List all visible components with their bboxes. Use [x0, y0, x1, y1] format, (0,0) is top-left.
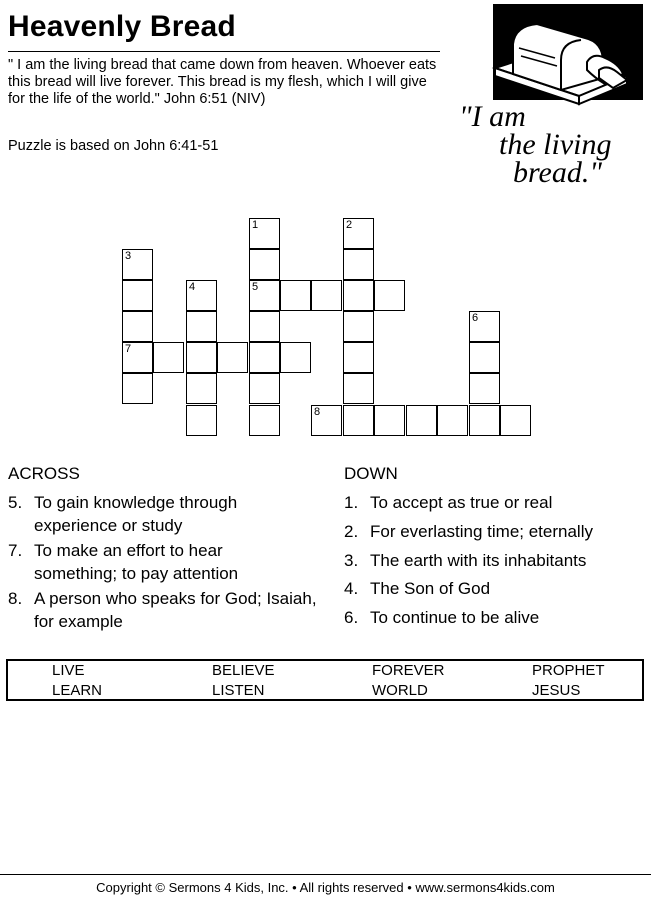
puzzle-basis: Puzzle is based on John 6:41-51 [8, 138, 219, 154]
word-bank-item: PROPHET [532, 662, 605, 679]
across-clue-7: 7. To make an effort to hear something; to pay attention [8, 541, 239, 583]
down-clue-3: 3. The earth with its inhabitants [344, 551, 587, 570]
down-heading: DOWN [344, 464, 398, 483]
crossword-cell[interactable] [217, 342, 248, 373]
crossword-cell[interactable] [249, 342, 280, 373]
clue-number-6: 6 [472, 312, 479, 324]
crossword-cell[interactable] [469, 373, 500, 404]
living-bread-logo [455, 4, 647, 190]
crossword-cell[interactable] [343, 373, 374, 404]
crossword-cell[interactable] [122, 373, 153, 404]
word-bank-item: JESUS [532, 682, 581, 699]
logo-text-line2: the living [499, 128, 612, 161]
down-clue-1: 1. To accept as true or real [344, 493, 553, 512]
crossword-cell[interactable] [249, 249, 280, 280]
word-bank-item: WORLD [372, 682, 428, 699]
page-title: Heavenly Bread [8, 10, 236, 43]
crossword-cell[interactable] [249, 405, 280, 436]
clue-number-1: 1 [252, 219, 259, 231]
crossword-cell[interactable] [122, 342, 153, 373]
crossword-cell[interactable] [153, 342, 184, 373]
crossword-cell[interactable] [343, 342, 374, 373]
copyright-footer: Copyright © Sermons 4 Kids, Inc. • All rights reserved • www.sermons4kids.com [96, 880, 555, 895]
crossword-cell[interactable] [186, 342, 217, 373]
word-bank-item: LEARN [52, 682, 103, 699]
title-divider [8, 51, 440, 52]
word-bank-item: LIVE [52, 662, 85, 679]
crossword-cell[interactable] [186, 405, 217, 436]
word-bank-item: LISTEN [212, 682, 265, 699]
clue-number-3: 3 [125, 250, 132, 262]
crossword-cell[interactable] [406, 405, 437, 436]
crossword-cell[interactable] [469, 342, 500, 373]
crossword-cell[interactable] [343, 405, 374, 436]
logo-text-line1: "I am [459, 100, 526, 133]
down-clue-2: 2. For everlasting time; eternally [344, 522, 593, 541]
crossword-cell[interactable] [186, 280, 217, 311]
clue-number-2: 2 [346, 219, 353, 231]
crossword-cell[interactable] [343, 218, 374, 249]
crossword-cell[interactable] [374, 280, 405, 311]
crossword-cell[interactable] [469, 405, 500, 436]
word-bank-item: BELIEVE [212, 662, 275, 679]
crossword-cell[interactable] [311, 405, 342, 436]
down-clue-4: 4. The Son of God [344, 579, 491, 598]
crossword-cell[interactable] [437, 405, 468, 436]
crossword-cell[interactable] [374, 405, 405, 436]
scripture-quote: " I am the living bread that came down from heaven. Whoever eats this bread will live forever. This bread is my flesh, which I will give for the life of the world." John 6:51 (NIV) [8, 57, 437, 107]
crossword-cell[interactable] [343, 280, 374, 311]
crossword-cell[interactable] [122, 249, 153, 280]
across-clue-5: 5. To gain knowledge through experience or study [8, 493, 238, 535]
across-clue-8: 8. A person who speaks for God; Isaiah, for example [8, 589, 317, 631]
crossword-cell[interactable] [249, 218, 280, 249]
crossword-cell[interactable] [343, 311, 374, 342]
clue-number-8: 8 [314, 406, 321, 418]
clue-number-5: 5 [252, 281, 259, 293]
crossword-cell[interactable] [280, 342, 311, 373]
word-bank [6, 659, 644, 701]
clue-number-4: 4 [189, 281, 196, 293]
clue-number-7: 7 [125, 343, 132, 355]
crossword-cell[interactable] [343, 249, 374, 280]
word-bank-item: FOREVER [372, 662, 445, 679]
crossword-cell[interactable] [311, 280, 342, 311]
crossword-cell[interactable] [249, 373, 280, 404]
crossword-cell[interactable] [122, 280, 153, 311]
crossword-cell[interactable] [280, 280, 311, 311]
crossword-cell[interactable] [186, 311, 217, 342]
crossword-cell[interactable] [500, 405, 531, 436]
across-heading: ACROSS [8, 464, 80, 483]
down-clue-6: 6. To continue to be alive [344, 608, 540, 627]
crossword-cell[interactable] [249, 311, 280, 342]
crossword-cell[interactable] [469, 311, 500, 342]
crossword-cell[interactable] [186, 373, 217, 404]
footer-divider [0, 874, 651, 875]
logo-text-line3: bread." [513, 156, 602, 189]
crossword-cell[interactable] [249, 280, 280, 311]
crossword-cell[interactable] [122, 311, 153, 342]
